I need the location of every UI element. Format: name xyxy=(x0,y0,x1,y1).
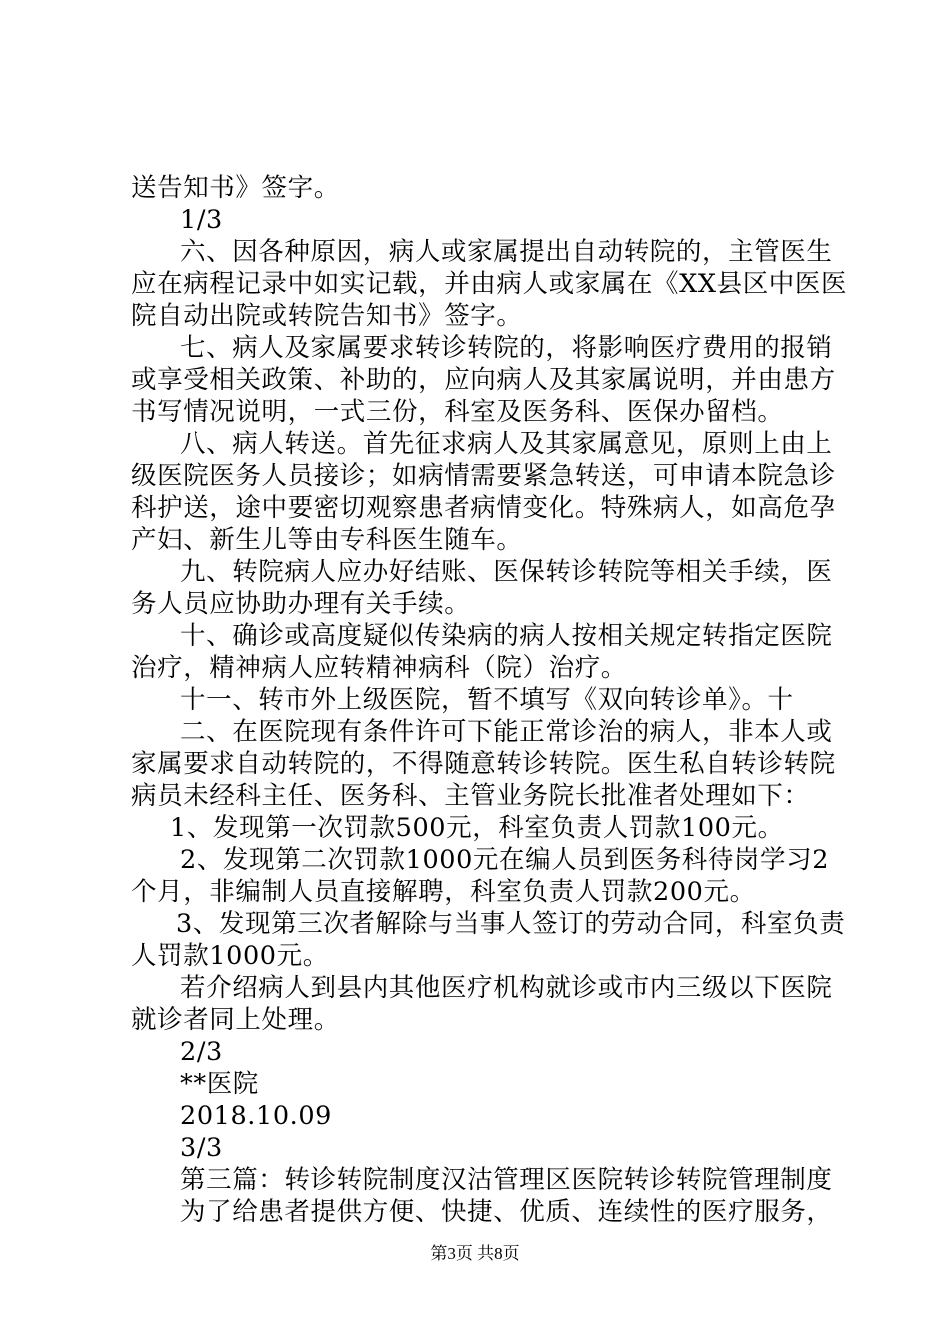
text-line: 六、因各种原因，病人或家属提出自动转院的，主管医生 xyxy=(180,237,833,267)
text-line: 八、病人转送。首先征求病人及其家属意见，原则上由上 xyxy=(180,429,833,459)
text-line: 科护送，途中要密切观察患者病情变化。特殊病人，如高危孕 xyxy=(131,493,836,523)
page-marker: 3/3 xyxy=(180,1133,223,1163)
text-line: 3、发现第三次者解除与当事人签订的劳动合同，科室负责 xyxy=(176,909,846,939)
text-line: 或享受相关政策、补助的，应向病人及其家属说明，并由患方 xyxy=(131,365,836,395)
text-line: 应在病程记录中如实记载，并由病人或家属在《XX县区中医医 xyxy=(131,269,848,299)
text-line: 书写情况说明，一式三份，科室及医务科、医保办留档。 xyxy=(131,397,784,427)
text-line: 务人员应协助办理有关手续。 xyxy=(131,589,471,619)
text-line: 产妇、新生儿等由专科医生随车。 xyxy=(131,525,523,555)
text-line: 治疗，精神病人应转精神病科（院）治疗。 xyxy=(131,653,627,683)
text-line: 院自动出院或转院告知书》签字。 xyxy=(131,301,523,331)
section-title: 第三篇：转诊转院制度汉沽管理区医院转诊转院管理制度 xyxy=(180,1165,833,1195)
signature-hospital: **医院 xyxy=(180,1069,259,1099)
text-line: 就诊者同上处理。 xyxy=(131,1005,340,1035)
text-line: 十一、转市外上级医院，暂不填写《双向转诊单》。十 xyxy=(180,685,794,715)
text-line: 十、确诊或高度疑似传染病的病人按相关规定转指定医院 xyxy=(180,621,833,651)
page-marker: 1/3 xyxy=(180,205,223,235)
text-line: 病员未经科主任、医务科、主管业务院长批准者处理如下： xyxy=(131,781,810,811)
text-line: 二、在医院现有条件许可下能正常诊治的病人，非本人或 xyxy=(180,717,833,747)
text-line: 家属要求自动转院的，不得随意转诊转院。医生私自转诊转院 xyxy=(131,749,836,779)
text-line: 个月，非编制人员直接解聘，科室负责人罚款200元。 xyxy=(131,877,756,907)
text-line: 级医院医务人员接诊；如病情需要紧急转送，可申请本院急诊 xyxy=(131,461,836,491)
page-footer: 第3页 共8页 xyxy=(430,1244,520,1263)
signature-date: 2018.10.09 xyxy=(180,1101,333,1131)
text-line: 为了给患者提供方便、快捷、优质、连续性的医疗服务， xyxy=(180,1197,833,1227)
text-line: 1、发现第一次罚款500元，科室负责人罚款100元。 xyxy=(170,813,784,843)
text-line: 2、发现第二次罚款1000元在编人员到医务科待岗学习2 xyxy=(180,845,830,875)
text-line: 九、转院病人应办好结账、医保转诊转院等相关手续，医 xyxy=(180,557,833,587)
text-line: 人罚款1000元。 xyxy=(131,941,329,971)
text-line: 若介绍病人到县内其他医疗机构就诊或市内三级以下医院 xyxy=(180,973,833,1003)
text-line: 送告知书》签字。 xyxy=(131,173,340,203)
text-line: 七、病人及家属要求转诊转院的，将影响医疗费用的报销 xyxy=(180,333,833,363)
page-marker: 2/3 xyxy=(180,1037,223,1067)
